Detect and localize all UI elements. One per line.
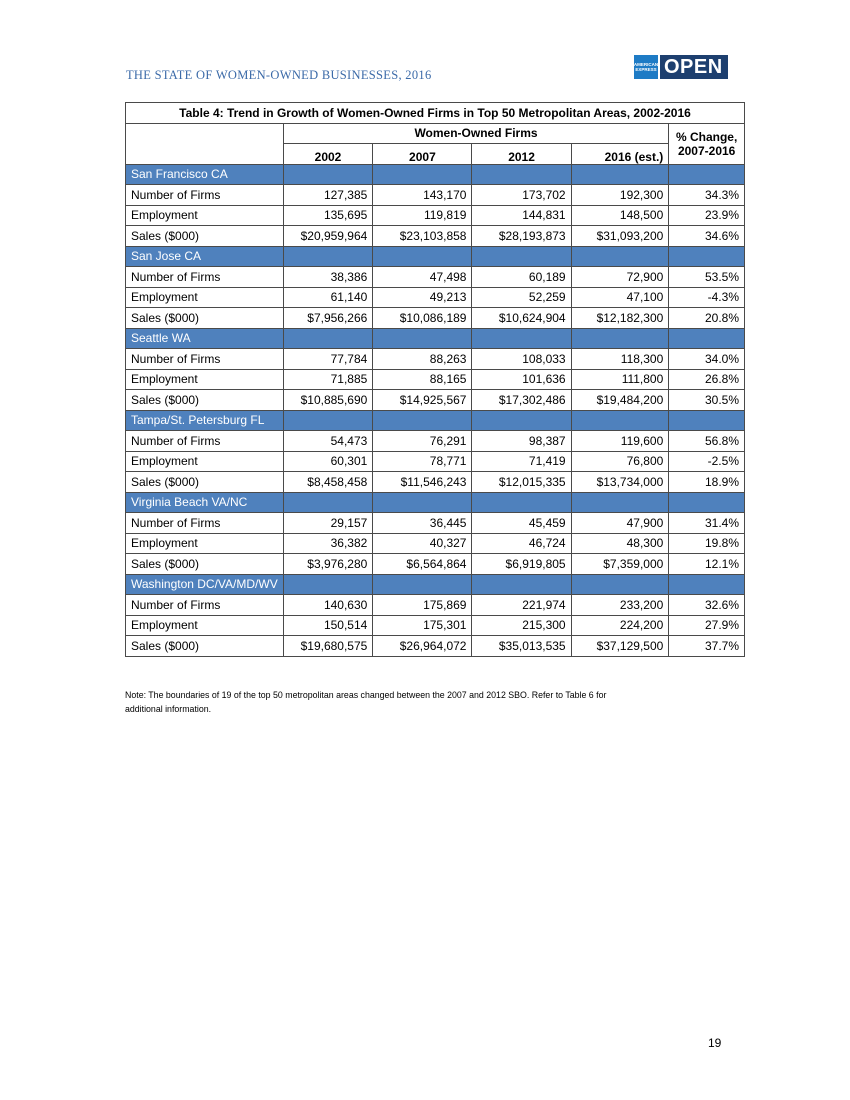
section-fill-cell [283,164,373,185]
section-row [126,410,745,431]
table-row [126,533,745,554]
section-fill-cell [571,492,669,513]
logo-box-line-1: AMERICAN [633,62,659,67]
value-cell: 47,900 [571,513,669,534]
section-fill-cell [373,492,472,513]
row-label: Employment [126,451,284,472]
table-row [126,636,745,657]
section-row [126,328,745,349]
value-cell: $10,086,189 [373,308,472,329]
value-cell: 88,165 [373,369,472,390]
section-fill-cell [571,246,669,267]
change-cell: 37.7% [669,636,745,657]
page-number: 19 [708,1036,722,1050]
value-cell: $20,959,964 [283,226,373,247]
note-line-2: additional information. [125,704,212,714]
value-cell: 47,100 [571,287,669,308]
value-cell: $19,484,200 [571,390,669,411]
change-cell: 20.8% [669,308,745,329]
year-header: 2002 [283,144,373,165]
row-label: Sales ($000) [126,308,284,329]
value-cell: 233,200 [571,595,669,616]
value-cell: 118,300 [571,349,669,370]
value-cell: 143,170 [373,185,472,206]
table-row [126,472,745,493]
table-row [126,595,745,616]
metro-growth-table [125,102,745,657]
value-cell: $12,182,300 [571,308,669,329]
table-row [126,205,745,226]
section-fill-cell [571,410,669,431]
section-fill-cell [283,246,373,267]
section-row [126,492,745,513]
row-label: Number of Firms [126,431,284,452]
value-cell: 61,140 [283,287,373,308]
table-body [126,164,745,656]
value-cell: 119,600 [571,431,669,452]
change-cell: 32.6% [669,595,745,616]
value-cell: 111,800 [571,369,669,390]
value-cell: 38,386 [283,267,373,288]
section-fill-cell [669,410,745,431]
change-header [669,123,745,164]
table-row [126,226,745,247]
value-cell: 47,498 [373,267,472,288]
value-cell: $31,093,200 [571,226,669,247]
table-row [126,308,745,329]
table-row [126,451,745,472]
table-row [126,185,745,206]
section-fill-cell [373,246,472,267]
change-cell: 31.4% [669,513,745,534]
section-fill-cell [283,410,373,431]
note-line-1: Note: The boundaries of 19 of the top 50 metropolitan areas changed between the 2007 and 2012 SBO. Refer to Table 6 for [125,690,607,700]
section-fill-cell [373,328,472,349]
value-cell: 40,327 [373,533,472,554]
table-row [126,513,745,534]
table-row [126,554,745,575]
row-label: Number of Firms [126,185,284,206]
section-row [126,574,745,595]
value-cell: 36,445 [373,513,472,534]
row-label: Employment [126,615,284,636]
value-cell: $8,458,458 [283,472,373,493]
value-cell: 60,301 [283,451,373,472]
change-cell: 34.3% [669,185,745,206]
document-header-title: THE STATE OF WOMEN-OWNED BUSINESSES, 2016 [126,68,432,82]
value-cell: 173,702 [472,185,571,206]
value-cell: 36,382 [283,533,373,554]
value-cell: 54,473 [283,431,373,452]
row-label-header [126,123,284,164]
value-cell: 52,259 [472,287,571,308]
value-cell: $6,919,805 [472,554,571,575]
value-cell: 144,831 [472,205,571,226]
value-cell: 46,724 [472,533,571,554]
amex-logo-icon [634,55,658,79]
section-name: Seattle WA [126,328,284,349]
value-cell: $28,193,873 [472,226,571,247]
section-fill-cell [283,328,373,349]
group-header: Women-Owned Firms [283,123,669,144]
value-cell: 29,157 [283,513,373,534]
value-cell: $10,885,690 [283,390,373,411]
value-cell: $19,680,575 [283,636,373,657]
table-row [126,390,745,411]
section-fill-cell [669,246,745,267]
value-cell: $14,925,567 [373,390,472,411]
section-fill-cell [669,492,745,513]
value-cell: $11,546,243 [373,472,472,493]
amex-open-logo [634,55,728,79]
change-cell: 34.0% [669,349,745,370]
change-cell: 30.5% [669,390,745,411]
value-cell: 175,301 [373,615,472,636]
change-cell: -4.3% [669,287,745,308]
change-header-line-2: 2007-2016 [677,143,736,158]
row-label: Sales ($000) [126,636,284,657]
value-cell: 48,300 [571,533,669,554]
row-label: Number of Firms [126,267,284,288]
row-label: Number of Firms [126,513,284,534]
section-fill-cell [472,164,571,185]
value-cell: 88,263 [373,349,472,370]
change-cell: -2.5% [669,451,745,472]
row-label: Employment [126,533,284,554]
table-row [126,287,745,308]
table-row [126,431,745,452]
section-fill-cell [373,410,472,431]
value-cell: $13,734,000 [571,472,669,493]
value-cell: 175,869 [373,595,472,616]
value-cell: $17,302,486 [472,390,571,411]
value-cell: 77,784 [283,349,373,370]
section-fill-cell [571,328,669,349]
section-row [126,164,745,185]
change-cell: 34.6% [669,226,745,247]
section-fill-cell [283,574,373,595]
change-cell: 53.5% [669,267,745,288]
row-label: Number of Firms [126,349,284,370]
value-cell: $12,015,335 [472,472,571,493]
value-cell: $35,013,535 [472,636,571,657]
value-cell: 108,033 [472,349,571,370]
row-label: Employment [126,287,284,308]
section-fill-cell [472,246,571,267]
value-cell: $7,359,000 [571,554,669,575]
change-cell: 56.8% [669,431,745,452]
value-cell: 224,200 [571,615,669,636]
value-cell: 192,300 [571,185,669,206]
year-header: 2007 [373,144,472,165]
change-cell: 19.8% [669,533,745,554]
change-cell: 27.9% [669,615,745,636]
change-cell: 12.1% [669,554,745,575]
section-fill-cell [472,492,571,513]
change-cell: 26.8% [669,369,745,390]
table-note [125,688,725,716]
value-cell: 148,500 [571,205,669,226]
value-cell: 76,291 [373,431,472,452]
row-label: Sales ($000) [126,390,284,411]
row-label: Sales ($000) [126,472,284,493]
value-cell: 221,974 [472,595,571,616]
section-fill-cell [472,410,571,431]
section-name: San Francisco CA [126,164,284,185]
value-cell: 72,900 [571,267,669,288]
value-cell: 76,800 [571,451,669,472]
section-fill-cell [472,574,571,595]
table-row [126,267,745,288]
section-row [126,246,745,267]
value-cell: 127,385 [283,185,373,206]
section-fill-cell [373,164,472,185]
value-cell: $7,956,266 [283,308,373,329]
section-fill-cell [669,328,745,349]
value-cell: 150,514 [283,615,373,636]
value-cell: 101,636 [472,369,571,390]
year-header: 2016 (est.) [571,144,669,165]
change-cell: 18.9% [669,472,745,493]
logo-box-line-2: EXPRESS [635,67,657,72]
section-fill-cell [283,492,373,513]
table-row [126,615,745,636]
value-cell: 135,695 [283,205,373,226]
section-name: San Jose CA [126,246,284,267]
value-cell: 45,459 [472,513,571,534]
value-cell: 60,189 [472,267,571,288]
section-fill-cell [571,164,669,185]
row-label: Sales ($000) [126,226,284,247]
section-name: Tampa/St. Petersburg FL [126,410,284,431]
section-fill-cell [472,328,571,349]
row-label: Employment [126,369,284,390]
table-caption: Table 4: Trend in Growth of Women-Owned Firms in Top 50 Metropolitan Areas, 2002-2016 [126,103,745,124]
table-row [126,349,745,370]
value-cell: $6,564,864 [373,554,472,575]
row-label: Number of Firms [126,595,284,616]
section-name: Washington DC/VA/MD/WV [126,574,284,595]
value-cell: $23,103,858 [373,226,472,247]
row-label: Sales ($000) [126,554,284,575]
value-cell: 140,630 [283,595,373,616]
change-header-line-1: % Change, [675,129,738,144]
value-cell: 119,819 [373,205,472,226]
section-fill-cell [571,574,669,595]
section-fill-cell [669,574,745,595]
value-cell: 215,300 [472,615,571,636]
section-name: Virginia Beach VA/NC [126,492,284,513]
year-header: 2012 [472,144,571,165]
value-cell: $26,964,072 [373,636,472,657]
value-cell: 71,885 [283,369,373,390]
row-label: Employment [126,205,284,226]
value-cell: $10,624,904 [472,308,571,329]
section-fill-cell [669,164,745,185]
value-cell: $37,129,500 [571,636,669,657]
change-cell: 23.9% [669,205,745,226]
table-row [126,369,745,390]
value-cell: 49,213 [373,287,472,308]
value-cell: $3,976,280 [283,554,373,575]
value-cell: 98,387 [472,431,571,452]
value-cell: 78,771 [373,451,472,472]
section-fill-cell [373,574,472,595]
logo-open-text: OPEN [660,55,728,79]
value-cell: 71,419 [472,451,571,472]
